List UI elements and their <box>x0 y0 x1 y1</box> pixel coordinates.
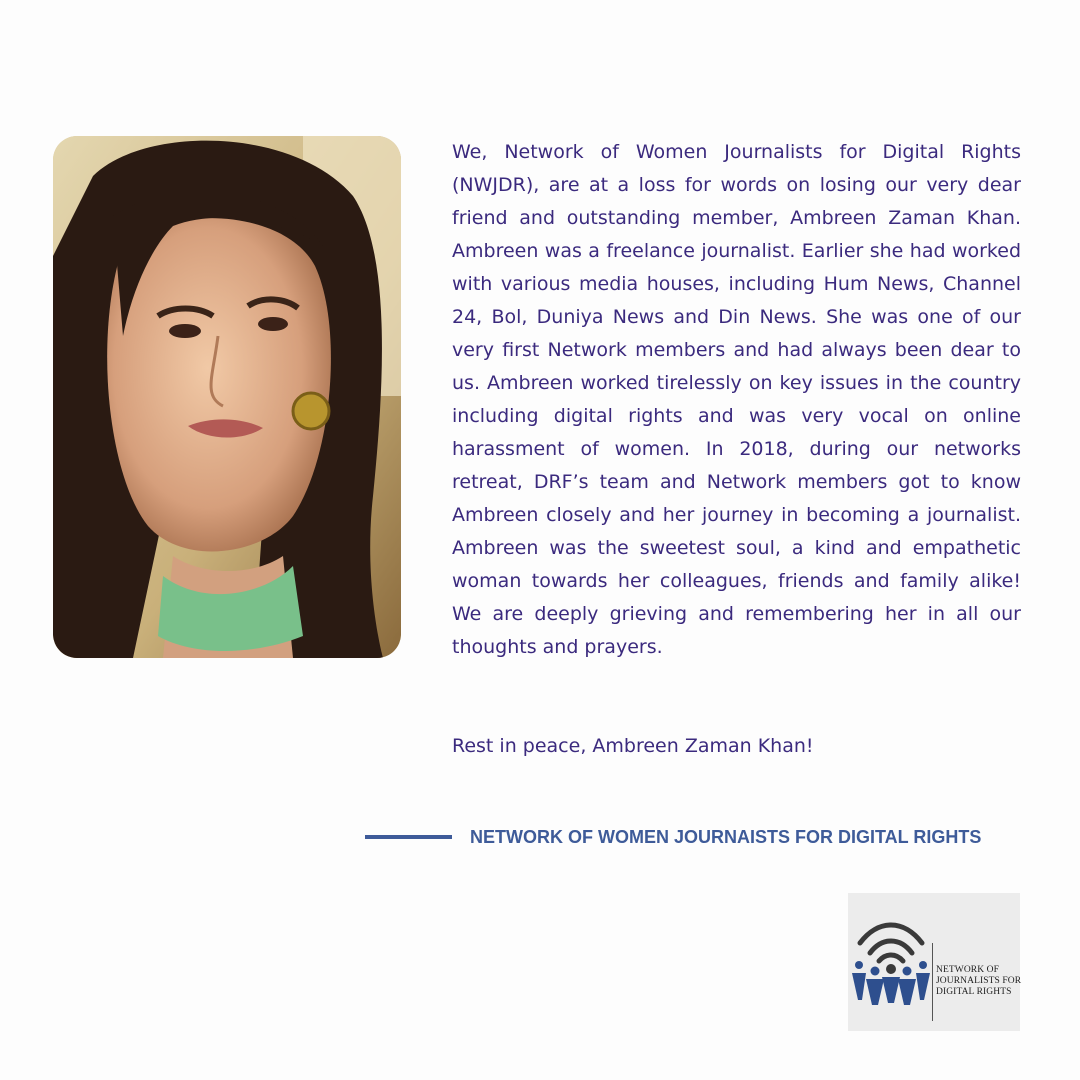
logo-line-3: DIGITAL RIGHTS <box>936 987 1012 997</box>
logo-line-2: JOURNALISTS FOR <box>936 976 1022 986</box>
tagline-rule <box>365 835 452 839</box>
org-logo <box>848 893 1020 1031</box>
portrait-photo <box>53 136 401 658</box>
wifi-people-icon <box>850 915 932 1007</box>
org-tagline: NETWORK OF WOMEN JOURNAISTS FOR DIGITAL RIGHTS <box>470 827 982 847</box>
closing-line: Rest in peace, Ambreen Zaman Khan! <box>452 735 814 757</box>
logo-wordmark <box>936 965 1020 998</box>
logo-line-1: NETWORK OF <box>936 965 1000 975</box>
portrait-illustration <box>53 136 401 658</box>
logo-divider <box>932 943 933 1021</box>
tribute-body-text: We, Network of Women Journalists for Digital Rights (NWJDR), are at a loss for words on losing our very dear friend and outstanding member, Ambreen Zaman Khan. Ambreen was a freelance journalist. Earlier she had worked with various media houses, including Hum News, Channel 24, Bol, Duniya News and Din News. She was one of our very first Network members and had always been dear to us. Ambreen worked tirelessly on key issues in the country including digital rights and was very vocal on online harassment of women. In 2018, during our networks retreat, DRF’s team and Network members got to know Ambreen closely and her journey in becoming a journalist. Ambreen was the sweetest soul, a kind and empathetic woman towards her colleagues, friends and family alike! We are deeply grieving and remembering her in all our thoughts and prayers. <box>452 141 1021 658</box>
